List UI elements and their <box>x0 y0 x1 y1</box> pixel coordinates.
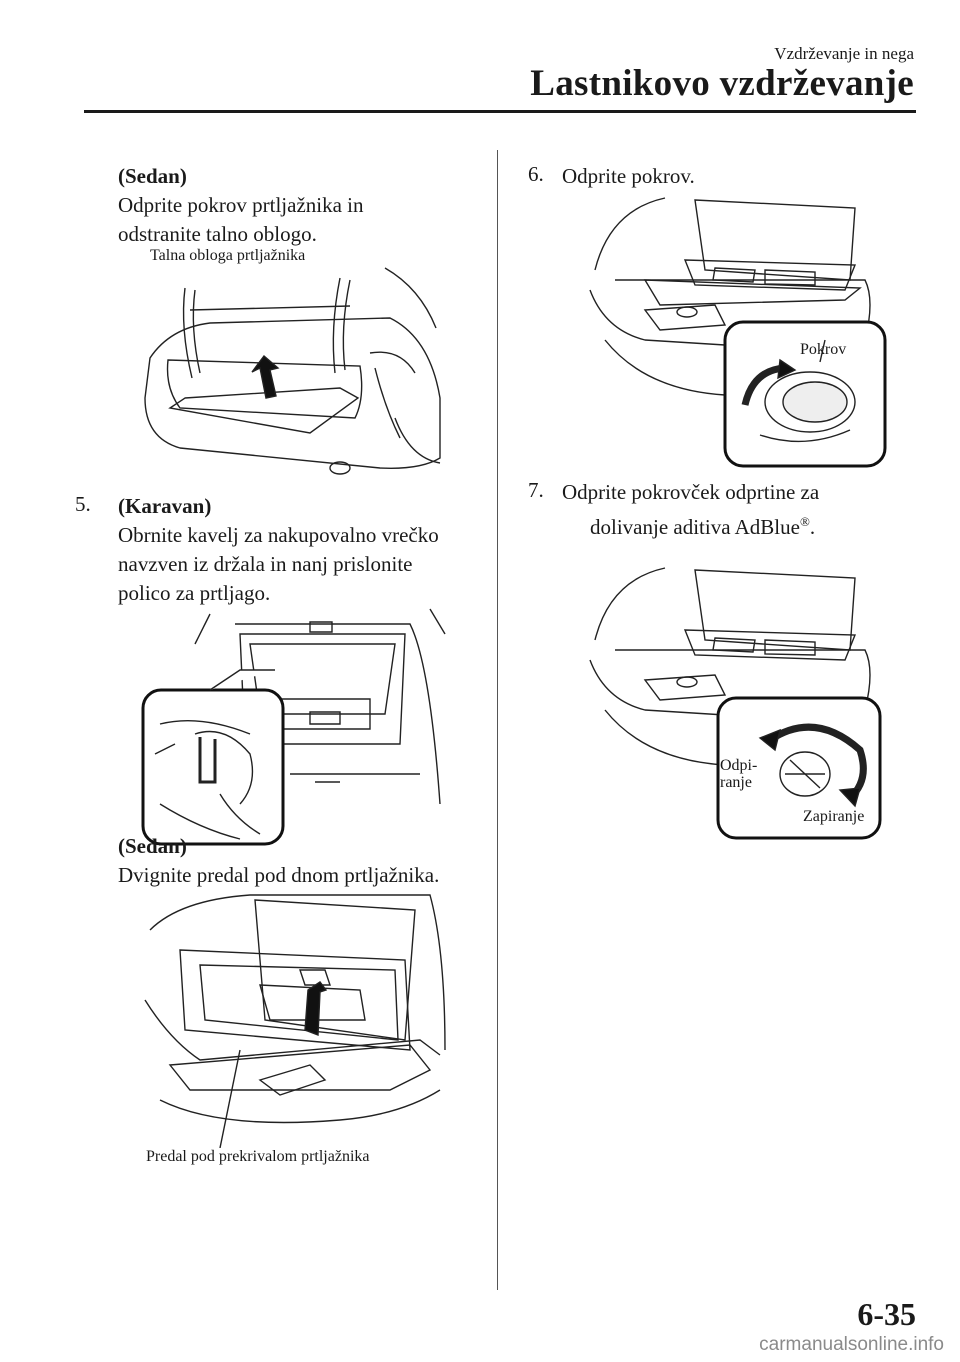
sedan-heading-2: (Sedan) <box>118 834 187 858</box>
step5-heading: (Karavan) <box>118 494 212 518</box>
figure5-label-open-line-2: ranje <box>720 774 752 791</box>
step5-text-line-1: Obrnite kavelj za nakupovalno vrečko <box>118 523 439 547</box>
sedan-heading-1: (Sedan) <box>118 164 187 188</box>
figure5-label-close: Zapiranje <box>803 808 865 825</box>
header-rule <box>84 110 916 113</box>
figure-wagon-hook <box>140 604 450 848</box>
figure-open-cover <box>585 190 890 470</box>
step6-text: Odprite pokrov. <box>562 164 695 188</box>
step7-text-line-1: Odprite pokrovček odprtine za <box>562 480 820 504</box>
step7-number: 7. <box>528 478 544 502</box>
figure-sedan-underfloor-tray <box>140 890 450 1148</box>
figure-sedan-trunk-floor <box>140 248 446 486</box>
step5-text-line-3: polico za prtljago. <box>118 581 271 605</box>
watermark: carmanualsonline.info <box>759 1334 944 1355</box>
section-name: Vzdrževanje in nega <box>774 44 914 63</box>
figure5-label-open-line-1: Odpi- <box>720 757 758 774</box>
step7-text-line-2 <box>590 507 815 542</box>
sedan-text-1-line-1: Odprite pokrov prtljažnika in <box>118 193 364 217</box>
figure3-label: Predal pod prekrivalom prtljažnika <box>146 1148 370 1165</box>
step5-text-line-2: navzven iz držala in nanj prislonite <box>118 552 413 576</box>
column-divider <box>497 150 498 1290</box>
step6-number: 6. <box>528 162 544 186</box>
step5-number: 5. <box>75 492 91 516</box>
figure-adblue-cap <box>585 560 890 840</box>
registered-mark: ® <box>799 514 810 529</box>
figure5-label-open <box>720 757 757 791</box>
figure4-label: Pokrov <box>800 341 847 358</box>
step7-text-main: dolivanje aditiva AdBlue <box>590 515 800 539</box>
step7-text-period: . <box>809 515 816 539</box>
sedan-text-2: Dvignite predal pod dnom prtljažnika. <box>118 863 440 887</box>
sedan-text-1-line-2: odstranite talno oblogo. <box>118 222 317 246</box>
page-number: 6-35 <box>857 1296 916 1332</box>
figure1-label: Talna obloga prtljažnika <box>150 247 306 264</box>
page-title: Lastnikovo vzdrževanje <box>530 63 914 104</box>
